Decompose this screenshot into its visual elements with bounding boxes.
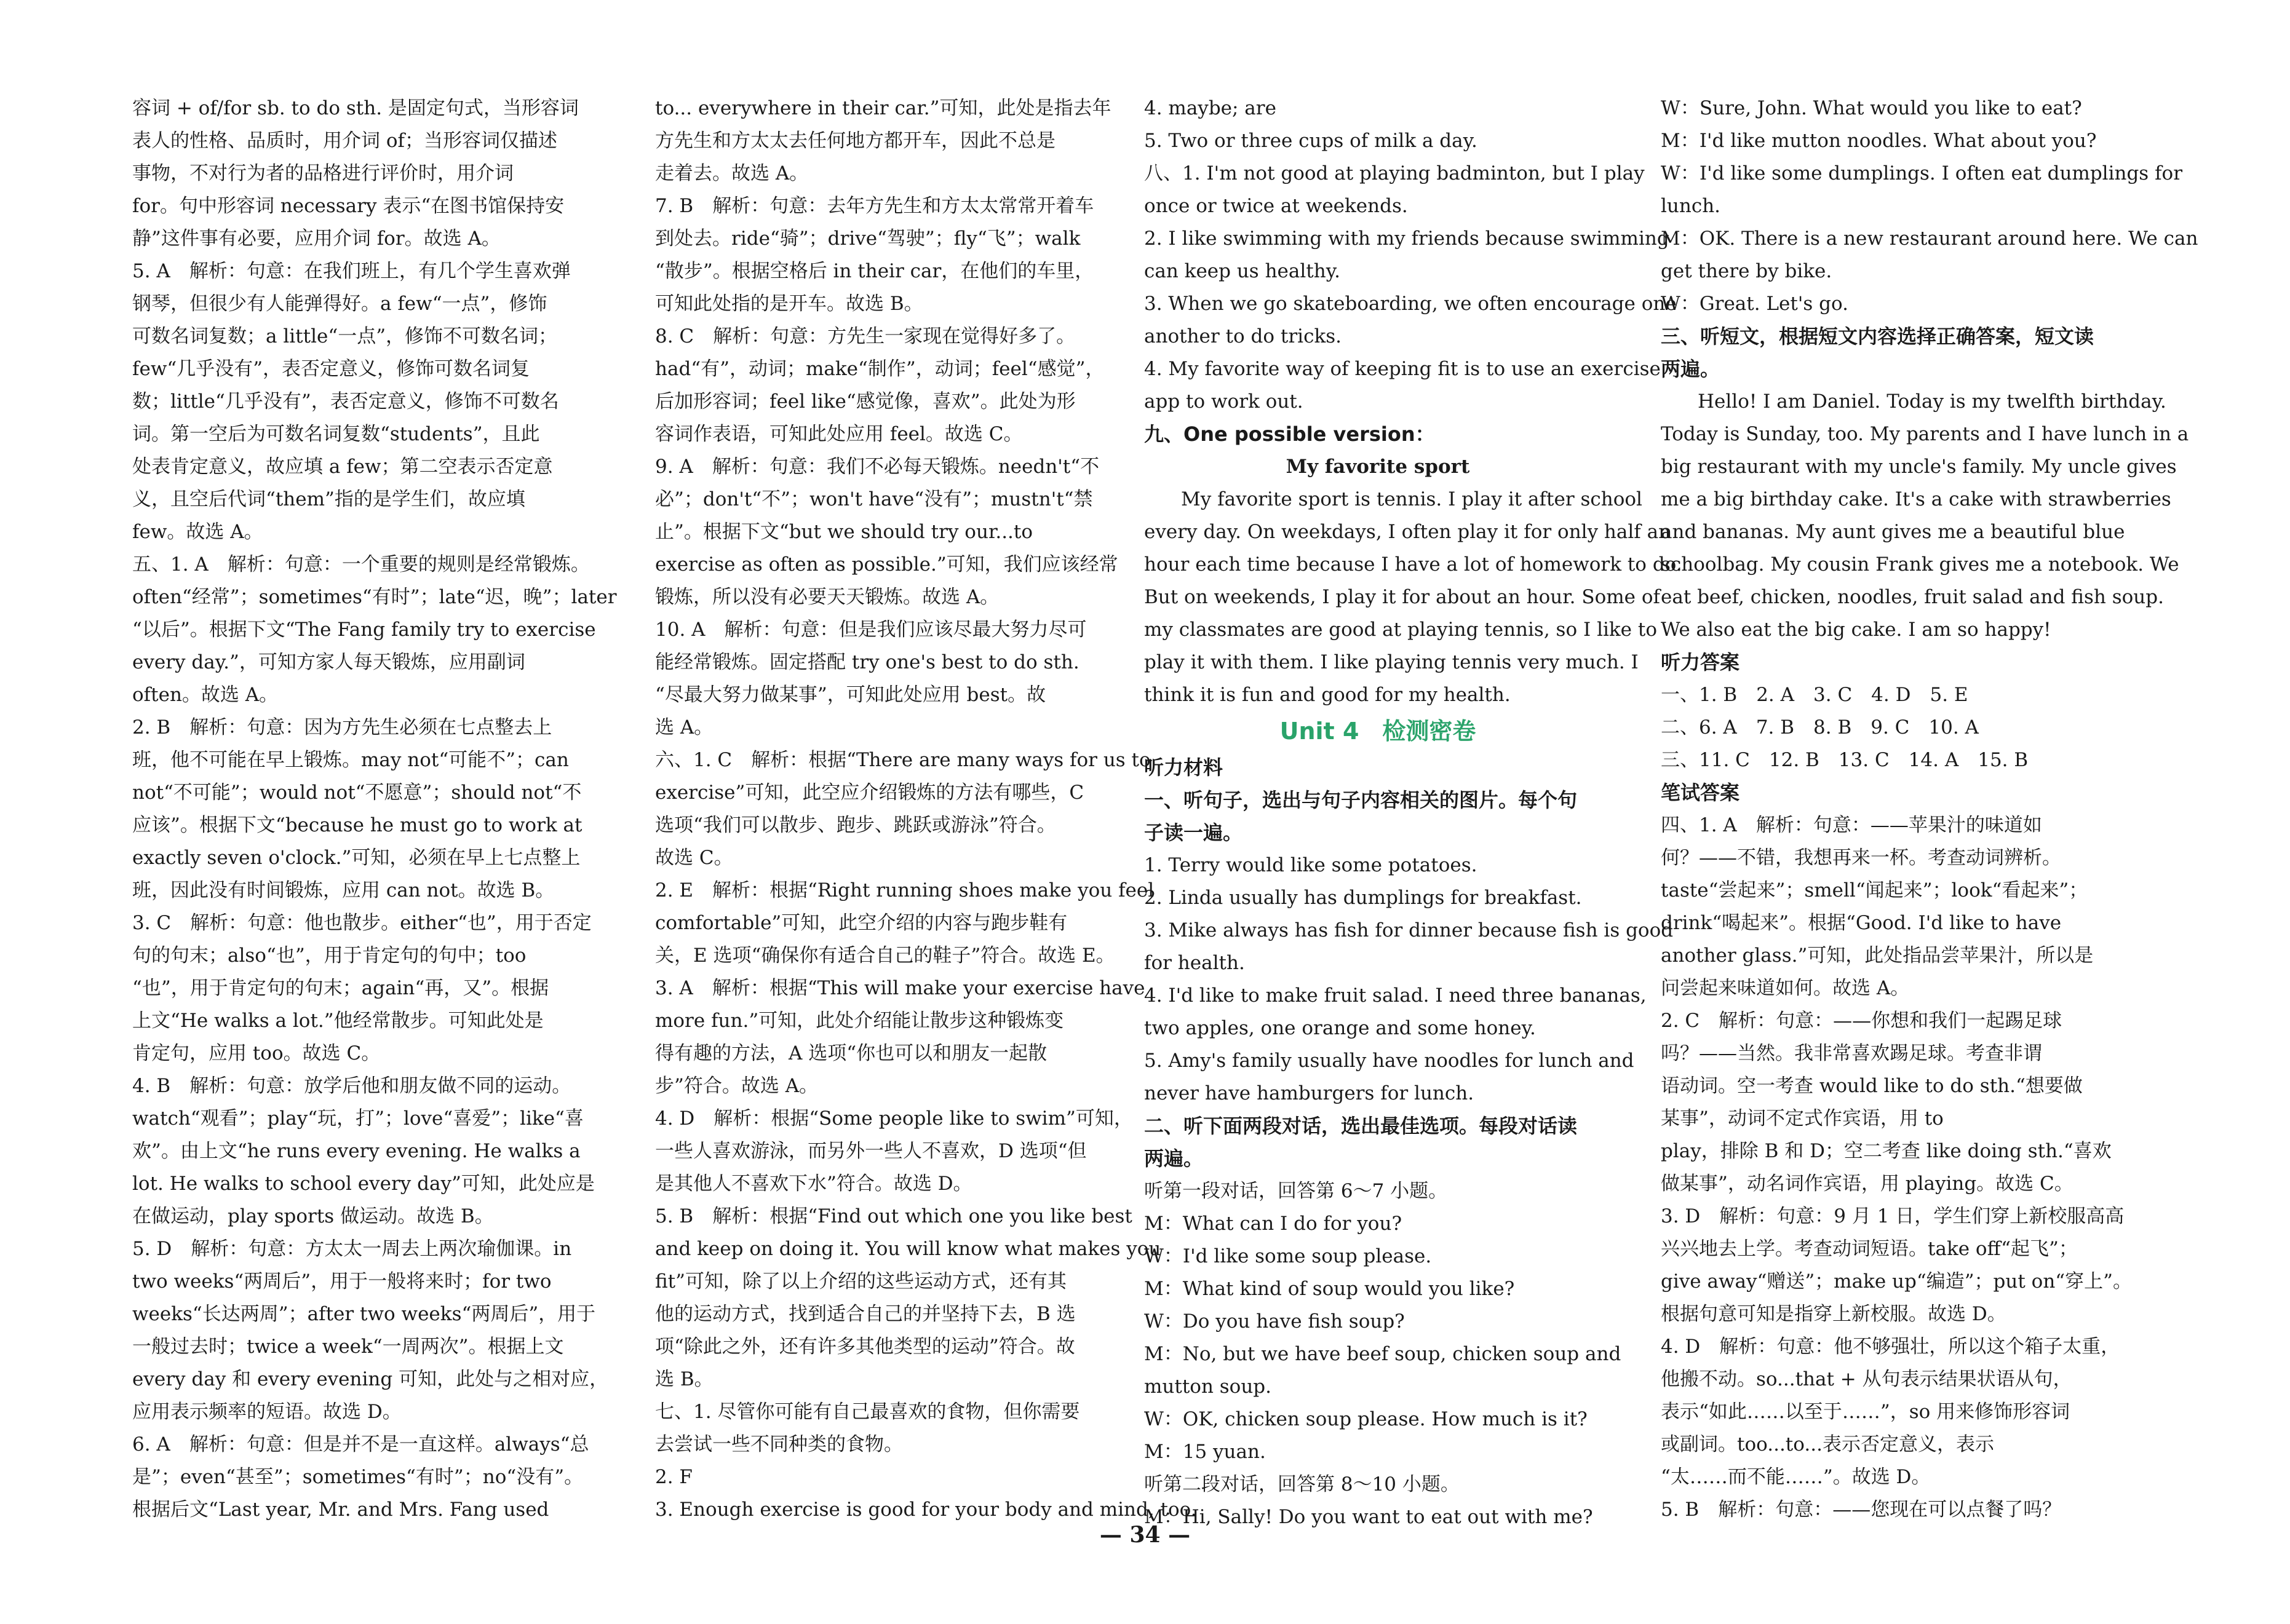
text-line: two weeks“两周后”，用于一般将来时；for two [132,1270,552,1293]
text-line: 可数名词复数；a little“一点”，修饰不可数名词； [132,325,558,347]
text-line: taste“尝起来”；smell“闻起来”；look“看起来”； [1661,879,2088,901]
text-line: 2. E 解析：根据“Right running shoes make you feel [655,879,1155,901]
text-line: another glass.”可知，此处指品尝苹果汁，所以是 [1661,945,2094,967]
text-line: for。句中形容词 necessary 表示“在图书馆保持安 [132,195,565,217]
section-3-heading [1661,320,2128,386]
text-line: two apples, one orange and some honey. [1144,1017,1536,1039]
essay-line: But on weekends, I play it for about an hour. Some of [1144,586,1660,608]
text-line: 八、1. I'm not good at playing badminton, but I play [1144,162,1645,184]
text-line: drink“喝起来”。根据“Good. I'd like to have [1661,912,2062,934]
text-line: never have hamburgers for lunch. [1144,1082,1474,1104]
text-line: 何？——不错，我想再来一杯。考查动词辨析。 [1661,847,2061,869]
dialog-line: W：I'd like some dumplings. I often eat dumplings for [1661,162,2183,184]
column-1 [132,92,617,1526]
passage-line: Hello! I am Daniel. Today is my twelfth birthday. [1698,390,2166,413]
text-line: often“经常”；sometimes“有时”；late“迟，晚”；later [132,586,617,608]
text-line: 4. I'd like to make fruit salad. I need three bananas, [1144,984,1647,1007]
text-line: 3. A 解析：根据“This will make your exercise have [655,977,1145,999]
text-line: 或副词。too...to...表示否定意义，表示 [1661,1433,1994,1456]
text-line: M：Hi, Sally! Do you want to eat out with me? [1144,1506,1593,1528]
text-line: to... everywhere in their car.”可知，此处是指去年 [655,97,1111,119]
text-line: 他搬不动。so...that + 从句表示结果状语从句， [1661,1368,2072,1390]
dialog-line: W：Sure, John. What would you like to eat? [1661,97,2082,119]
passage-line: and bananas. My aunt gives me a beautiful blue [1661,521,2125,543]
text-line: can keep us healthy. [1144,260,1340,282]
text-line: app to work out. [1144,390,1303,413]
essay-line: play it with them. I like playing tennis very much. I [1144,651,1639,673]
section-heading-line: 二、听下面两段对话，选出最佳选项。每段对话读 [1144,1114,1578,1138]
text-line: exercise as often as possible.”可知，我们应该经常 [655,553,1118,576]
section-1-heading [1144,784,1612,849]
answer-line: 二、6. A 7. B 8. B 9. C 10. A [1661,716,1979,739]
text-line: 在做运动，play sports 做运动。故选 B。 [132,1205,494,1227]
listen-answers [1661,679,2128,777]
text-line: 班，因此没有时间锻炼，应用 can not。故选 B。 [132,879,555,901]
text-line: 应用表示频率的短语。故选 D。 [132,1401,402,1423]
text-line: not“不可能”；would not“不愿意”；should not“不 [132,782,582,804]
dialog-line: M：I'd like mutton noodles. What about you? [1661,130,2097,152]
text-line: 5. Amy's family usually have noodles for lunch and [1144,1050,1634,1072]
text-line: W：OK, chicken soup please. How much is it? [1144,1408,1588,1430]
text-line: 2. C 解析：句意：——你想和我们一起踢足球 [1661,1010,2062,1032]
text-line: mutton soup. [1144,1376,1271,1398]
text-line: 肯定句，应用 too。故选 C。 [132,1042,381,1064]
text-line: 7. B 解析：句意：去年方先生和方太太常常开着车 [655,195,1094,217]
answer-line: 三、11. C 12. B 13. C 14. A 15. B [1661,749,2029,771]
essay-line: think it is fun and good for my health. [1144,684,1511,706]
text-line: 5. D 解析：句意：方太太一周去上两次瑜伽课。in [132,1238,572,1260]
text-line: weeks“长达两周”；after two weeks“两周后”，用于 [132,1303,596,1325]
essay-line: hour each time because I have a lot of homework to do. [1144,553,1682,576]
passage-line: schoolbag. My cousin Frank gives me a notebook. We [1661,553,2179,576]
passage-line: Today is Sunday, too. My parents and I have lunch in a [1661,423,2189,445]
text-line: 3. C 解析：句意：他也散步。either“也”，用于否定 [132,912,592,934]
text-line: 吗？——当然。我非常喜欢踢足球。考查非谓 [1661,1042,2042,1064]
written-answers-heading: 笔试答案 [1661,781,1740,804]
essay-line: My favorite sport is tennis. I play it after school [1181,488,1642,510]
column-4 [1661,92,2198,1526]
text-line: 钢琴，但很少有人能弹得好。a few“一点”，修饰 [132,293,547,315]
text-line: 是其他人不喜欢下水”符合。故选 D。 [655,1173,972,1195]
text-line: W：Do you have fish soup? [1144,1310,1405,1333]
text-line: 做某事”，动名词作宾语，用 playing。故选 C。 [1661,1173,2073,1195]
passage-line: me a big birthday cake. It's a cake with strawberries [1661,488,2171,510]
text-line: another to do tricks. [1144,325,1342,347]
text-line: 根据句意可知是指穿上新校服。故选 D。 [1661,1303,2006,1325]
section-2-heading [1144,1110,1612,1175]
text-line: M：No, but we have beef soup, chicken soup and [1144,1343,1621,1365]
section-heading-line: 两遍。 [1144,1147,1204,1170]
text-line: lot. He walks to school every day”可知，此处应是 [132,1173,595,1195]
text-line: and keep on doing it. You will know what makes you [655,1238,1161,1260]
text-line: 2. I like swimming with my friends because swimming [1144,228,1669,250]
text-line: M：What can I do for you? [1144,1213,1402,1235]
text-line: for health. [1144,952,1245,974]
text-line: more fun.”可知，此处介绍能让散步这种锻炼变 [655,1010,1064,1032]
text-line: 处表肯定意义，故应填 a few；第二空表示否定意 [132,456,553,478]
text-line: M：15 yuan. [1144,1441,1266,1463]
answer-line: 一、1. B 2. A 3. C 4. D 5. E [1661,684,1968,706]
text-line: 后加形容词；feel like“感觉像，喜欢”。此处为形 [655,390,1076,413]
listen-material-heading: 听力材料 [1144,756,1223,779]
text-line: 应该”。根据下文“because he must go to work at [132,814,582,836]
dialog-line: lunch. [1661,195,1721,217]
text-line: exactly seven o'clock.”可知，必须在早上七点整上 [132,847,581,869]
section-heading-line: 子读一遍。 [1144,821,1243,844]
text-line: few。故选 A。 [132,521,263,543]
text-line: 表人的性格、品质时，用介词 of；当形容词仅描述 [132,130,557,152]
text-line: 某事”，动词不定式作宾语，用 to [1661,1107,1944,1130]
text-line: 五、1. A 解析：句意：一个重要的规则是经常锻炼。 [132,553,590,576]
section-heading-line: 一、听句子，选出与句子内容相关的图片。每个句 [1144,788,1578,812]
text-line: 9. A 解析：句意：我们不必每天锻炼。needn't“不 [655,456,1100,478]
text-line: 听第一段对话，回答第 6～7 小题。 [1144,1180,1448,1202]
passage-line: big restaurant with my uncle's family. My uncle gives [1661,456,2177,478]
text-line: 听第二段对话，回答第 8～10 小题。 [1144,1473,1460,1495]
text-line: 他的运动方式，找到适合自己的并坚持下去，B 选 [655,1303,1076,1325]
text-line: 故选 C。 [655,847,733,869]
essay-title: My favorite sport [1286,456,1470,478]
text-line: “以后”。根据下文“The Fang family try to exercise [132,619,596,641]
text-line: 2. F [655,1466,693,1488]
text-line: 得有趣的方法，A 选项“你也可以和朋友一起散 [655,1042,1048,1064]
text-line: 上文“He walks a lot.”他经常散步。可知此处是 [132,1010,544,1032]
text-line: 容词作表语，可知此处应用 feel。故选 C。 [655,423,1023,445]
text-line: 七、1. 尽管你可能有自己最喜欢的食物，但你需要 [655,1401,1080,1423]
text-line: 3. D 解析：句意：9 月 1 日，学生们穿上新校服高高 [1661,1205,2125,1227]
text-line: 2. Linda usually has dumplings for breakfast. [1144,887,1582,909]
text-line: often。故选 A。 [132,684,279,706]
text-line: 3. When we go skateboarding, we often encourage one [1144,293,1677,315]
text-line: “散步”。根据空格后 in their car，在他们的车里， [655,260,1094,282]
text-line: 方先生和方太太去任何地方都开车，因此不总是 [655,130,1056,152]
text-line: 3. Mike always has fish for dinner because fish is good [1144,919,1674,941]
dialog [1661,92,2198,320]
text-line: 一般过去时；twice a week“一周两次”。根据上文 [132,1336,564,1358]
passage [1661,386,2189,646]
text-line: 6. A 解析：句意：但是并不是一直这样。always“总 [132,1433,589,1456]
text-line: 根据后文“Last year, Mr. and Mrs. Fang used [132,1499,549,1521]
text-line: 选 B。 [655,1368,714,1390]
text-line: 5. B 解析：句意：——您现在可以点餐了吗？ [1661,1499,2062,1521]
text-line: M：What kind of soup would you like? [1144,1278,1515,1300]
text-line: 句的句末；also“也”，用于肯定句的句中；too [132,945,527,967]
text-line: 词。第一空后为可数名词复数“students”，且此 [132,423,540,445]
text-line: “也”，用于肯定句的句末；again“再，又”。根据 [132,977,549,999]
text-line: 4. maybe; are [1144,97,1276,119]
text-line: 欢”。由上文“he runs every evening. He walks a [132,1140,581,1162]
text-line: once or twice at weekends. [1144,195,1408,217]
section-1 [1144,849,1674,1110]
text-line: 5. A 解析：句意：在我们班上，有几个学生喜欢弹 [132,260,571,282]
text-line: 4. D 解析：句意：他不够强壮，所以这个箱子太重， [1661,1336,2120,1358]
text-line: 是”；even“甚至”；sometimes“有时”；no“没有”。 [132,1466,584,1488]
text-line: fit”可知，除了以上介绍的这些运动方式，还有其 [655,1270,1067,1293]
text-line: 班，他不可能在早上锻炼。may not“可能不”；can [132,749,569,771]
text-line: 问尝起来味道如何。故选 A。 [1661,977,1910,999]
text-line: 可知此处指的是开车。故选 B。 [655,293,923,315]
text-line: 1. Terry would like some potatoes. [1144,854,1477,876]
text-line: comfortable”可知，此空介绍的内容与跑步鞋有 [655,912,1068,934]
text-line: 兴兴地去上学。考查动词短语。take off“起飞”； [1661,1238,2078,1260]
text-line: 能经常锻炼。固定搭配 try one's best to do sth. [655,651,1079,673]
dialog-line: W：Great. Let's go. [1661,293,1848,315]
unit-title: Unit 4 检测密卷 [1279,718,1476,745]
version-heading: 九、One possible version： [1144,422,1435,446]
section-heading-line: 三、听短文，根据短文内容选择正确答案，短文读 [1661,325,2094,348]
listen-answers-heading: 听力答案 [1661,651,1740,674]
text-line: 必”；don't“不”；won't have“没有”；mustn't“禁 [655,488,1093,510]
essay-line: my classmates are good at playing tennis, so I like to [1144,619,1658,641]
text-line: 去尝试一些不同种类的食物。 [655,1433,903,1456]
text-line: 关，E 选项“确保你有适合自己的鞋子”符合。故选 E。 [655,945,1115,967]
text-line: every day.”，可知方家人每天锻炼，应用副词 [132,651,525,673]
text-line: had“有”，动词；make“制作”，动词；feel“感觉”， [655,358,1105,380]
text-line: 止”。根据下文“but we should try our...to [655,521,1033,543]
text-line: every day 和 every evening 可知，此处与之相对应， [132,1368,609,1390]
text-line: 2. B 解析：句意：因为方先生必须在七点整去上 [132,716,552,739]
text-line: 到处去。ride“骑”；drive“驾驶”；fly“飞”；walk [655,228,1081,250]
text-line: “太……而不能……”。故选 D。 [1661,1466,1931,1488]
text-line: 4. My favorite way of keeping fit is to use an exercise [1144,358,1661,380]
passage-line: eat beef, chicken, noodles, fruit salad and fish soup. [1661,586,2164,608]
text-line: 选 A。 [655,716,714,739]
essay-line: every day. On weekdays, I often play it for only half an [1144,521,1671,543]
text-line: play，排除 B 和 D；空二考查 like doing sth.“喜欢 [1661,1140,2112,1162]
text-line: 步”符合。故选 A。 [655,1075,819,1097]
text-line: 4. D 解析：根据“Some people like to swim”可知， [655,1107,1133,1130]
text-line: 4. B 解析：句意：放学后他和朋友做不同的运动。 [132,1075,571,1097]
text-line: 选项“我们可以散步、跑步、跳跃或游泳”符合。 [655,814,1056,836]
text-line: 事物，不对行为者的品格进行评价时，用介词 [132,162,514,184]
text-line: 3. Enough exercise is good for your body and mind, too. [655,1499,1197,1521]
text-line: 六、1. C 解析：根据“There are many ways for us to [655,749,1151,771]
dialog-line: M：OK. There is a new restaurant around here. We can [1661,228,2198,250]
text-line: 10. A 解析：句意：但是我们应该尽最大努力尽可 [655,619,1087,641]
text-line: give away“赠送”；make up“编造”；put on“穿上”。 [1661,1270,2132,1293]
page-number: — 34 — [1099,1522,1191,1548]
text-line: “尽最大努力做某事”，可知此处应用 best。故 [655,684,1046,706]
text-line: 静”这件事有必要，应用介词 for。故选 A。 [132,228,501,250]
column-3 [1144,92,1682,1534]
answers-continued [1144,92,1677,418]
text-line: 语动词。空一考查 would like to do sth.“想要做 [1661,1075,2083,1097]
essay [1144,483,1682,711]
text-line: 四、1. A 解析：句意：——苹果汁的味道如 [1661,814,2042,836]
text-line: 8. C 解析：句意：方先生一家现在觉得好多了。 [655,325,1076,347]
text-line: 5. B 解析：根据“Find out which one you like best [655,1205,1132,1227]
text-line: watch“观看”；play“玩，打”；love“喜爱”；like“喜 [132,1107,584,1130]
text-line: 数；little“几乎没有”，表否定意义，修饰不可数名 [132,390,559,413]
text-line: W：I'd like some soup please. [1144,1245,1432,1267]
passage-line: We also eat the big cake. I am so happy! [1661,619,2051,641]
text-line: 一些人喜欢游泳，而另外一些人不喜欢，D 选项“但 [655,1140,1087,1162]
text-line: 义，且空后代词“them”指的是学生们，故应填 [132,488,525,510]
text-line: 锻炼，所以没有必要天天锻炼。故选 A。 [655,586,1000,608]
text-line: 走着去。故选 A。 [655,162,809,184]
text-line: few“几乎没有”，表否定意义，修饰可数名词复 [132,358,530,380]
section-2 [1144,1175,1621,1534]
written-answers [1661,809,2132,1526]
text-line: 项“除此之外，还有许多其他类型的运动”符合。故 [655,1336,1075,1358]
section-heading-line: 两遍。 [1661,357,1720,381]
text-line: 容词 + of/for sb. to do sth. 是固定句式，当形容词 [132,97,579,119]
text-line: 5. Two or three cups of milk a day. [1144,130,1477,152]
text-line: exercise”可知，此空应介绍锻炼的方法有哪些，C [655,782,1084,804]
text-line: 表示“如此……以至于……”，so 用来修饰形容词 [1661,1401,2070,1423]
dialog-line: get there by bike. [1661,260,1832,282]
